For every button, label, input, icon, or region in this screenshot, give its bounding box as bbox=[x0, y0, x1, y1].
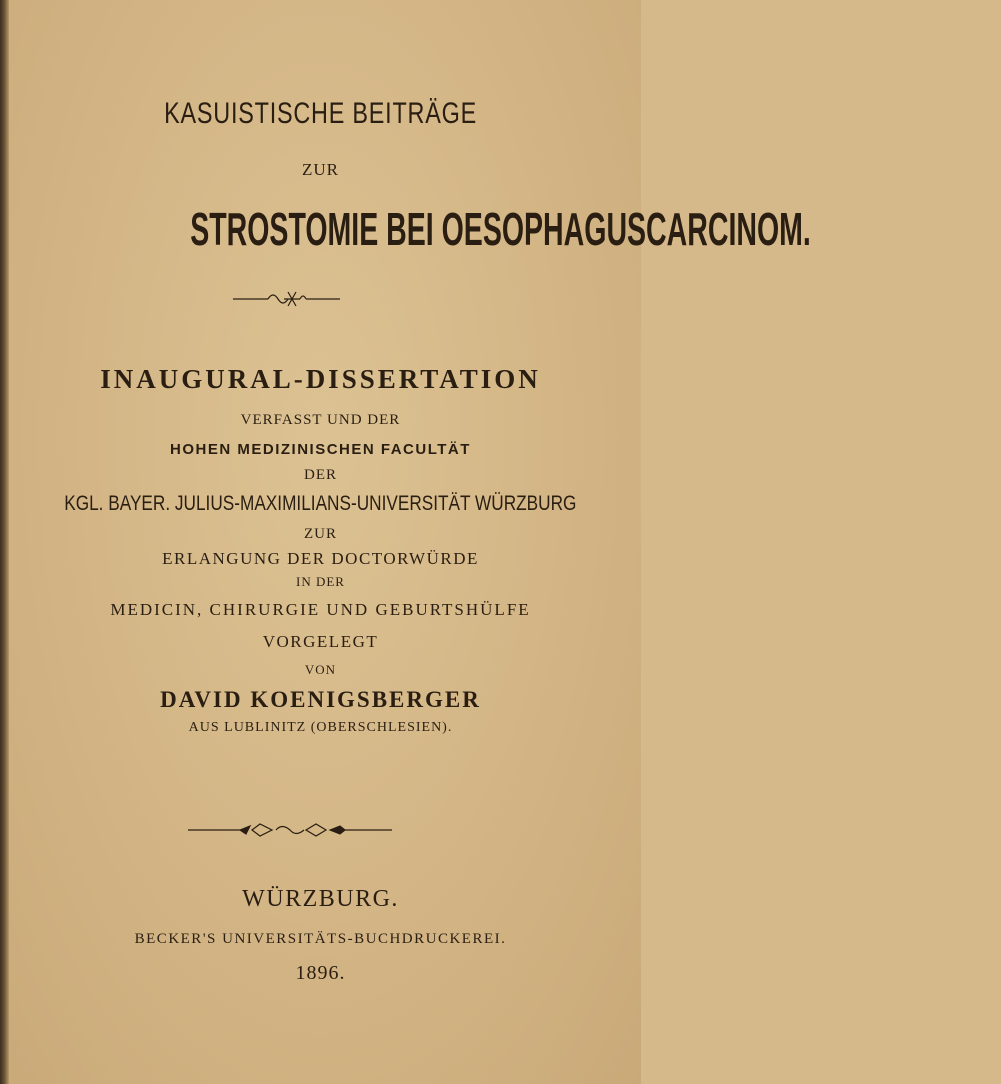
imprint-city: WÜRZBURG. bbox=[242, 886, 399, 912]
university-name: KGL. BAYER. JULIUS-MAXIMILIANS-UNIVERSITÄT WÜRZBURG bbox=[64, 492, 577, 515]
dissertation-line-9: VORGELEGT bbox=[262, 632, 379, 651]
dissertation-line-1: VERFASST UND DER bbox=[240, 412, 401, 428]
ornament-divider-top bbox=[0, 288, 641, 310]
author-origin: AUS LUBLINITZ (OBERSCHLESIEN). bbox=[188, 720, 453, 735]
dissertation-line-3: DER bbox=[304, 467, 337, 483]
main-title: STROSTOMIE BEI OESOPHAGUSCARCINOM. bbox=[190, 203, 811, 255]
imprint-printer: BECKER'S UNIVERSITÄTS-BUCHDRUCKEREI. bbox=[134, 931, 507, 947]
title-line-2: ZUR bbox=[302, 160, 339, 179]
title-line-1: KASUISTISCHE BEITRÄGE bbox=[164, 97, 477, 130]
author-name: DAVID KOENIGSBERGER bbox=[160, 687, 481, 712]
dissertation-line-8: MEDICIN, CHIRURGIE UND GEBURTSHÜLFE bbox=[110, 600, 531, 619]
dissertation-line-6: ERLANGUNG DER DOCTORWÜRDE bbox=[162, 549, 479, 568]
imprint-year: 1896. bbox=[295, 962, 346, 984]
ornament-divider-bottom bbox=[0, 820, 641, 840]
dissertation-line-7: IN DER bbox=[296, 574, 345, 589]
dissertation-line-10: VON bbox=[304, 662, 337, 677]
dissertation-line-2: HOHEN MEDIZINISCHEN FACULTÄT bbox=[170, 441, 471, 458]
dissertation-line-5: ZUR bbox=[304, 526, 337, 542]
dissertation-heading: INAUGURAL-DISSERTATION bbox=[100, 364, 541, 394]
